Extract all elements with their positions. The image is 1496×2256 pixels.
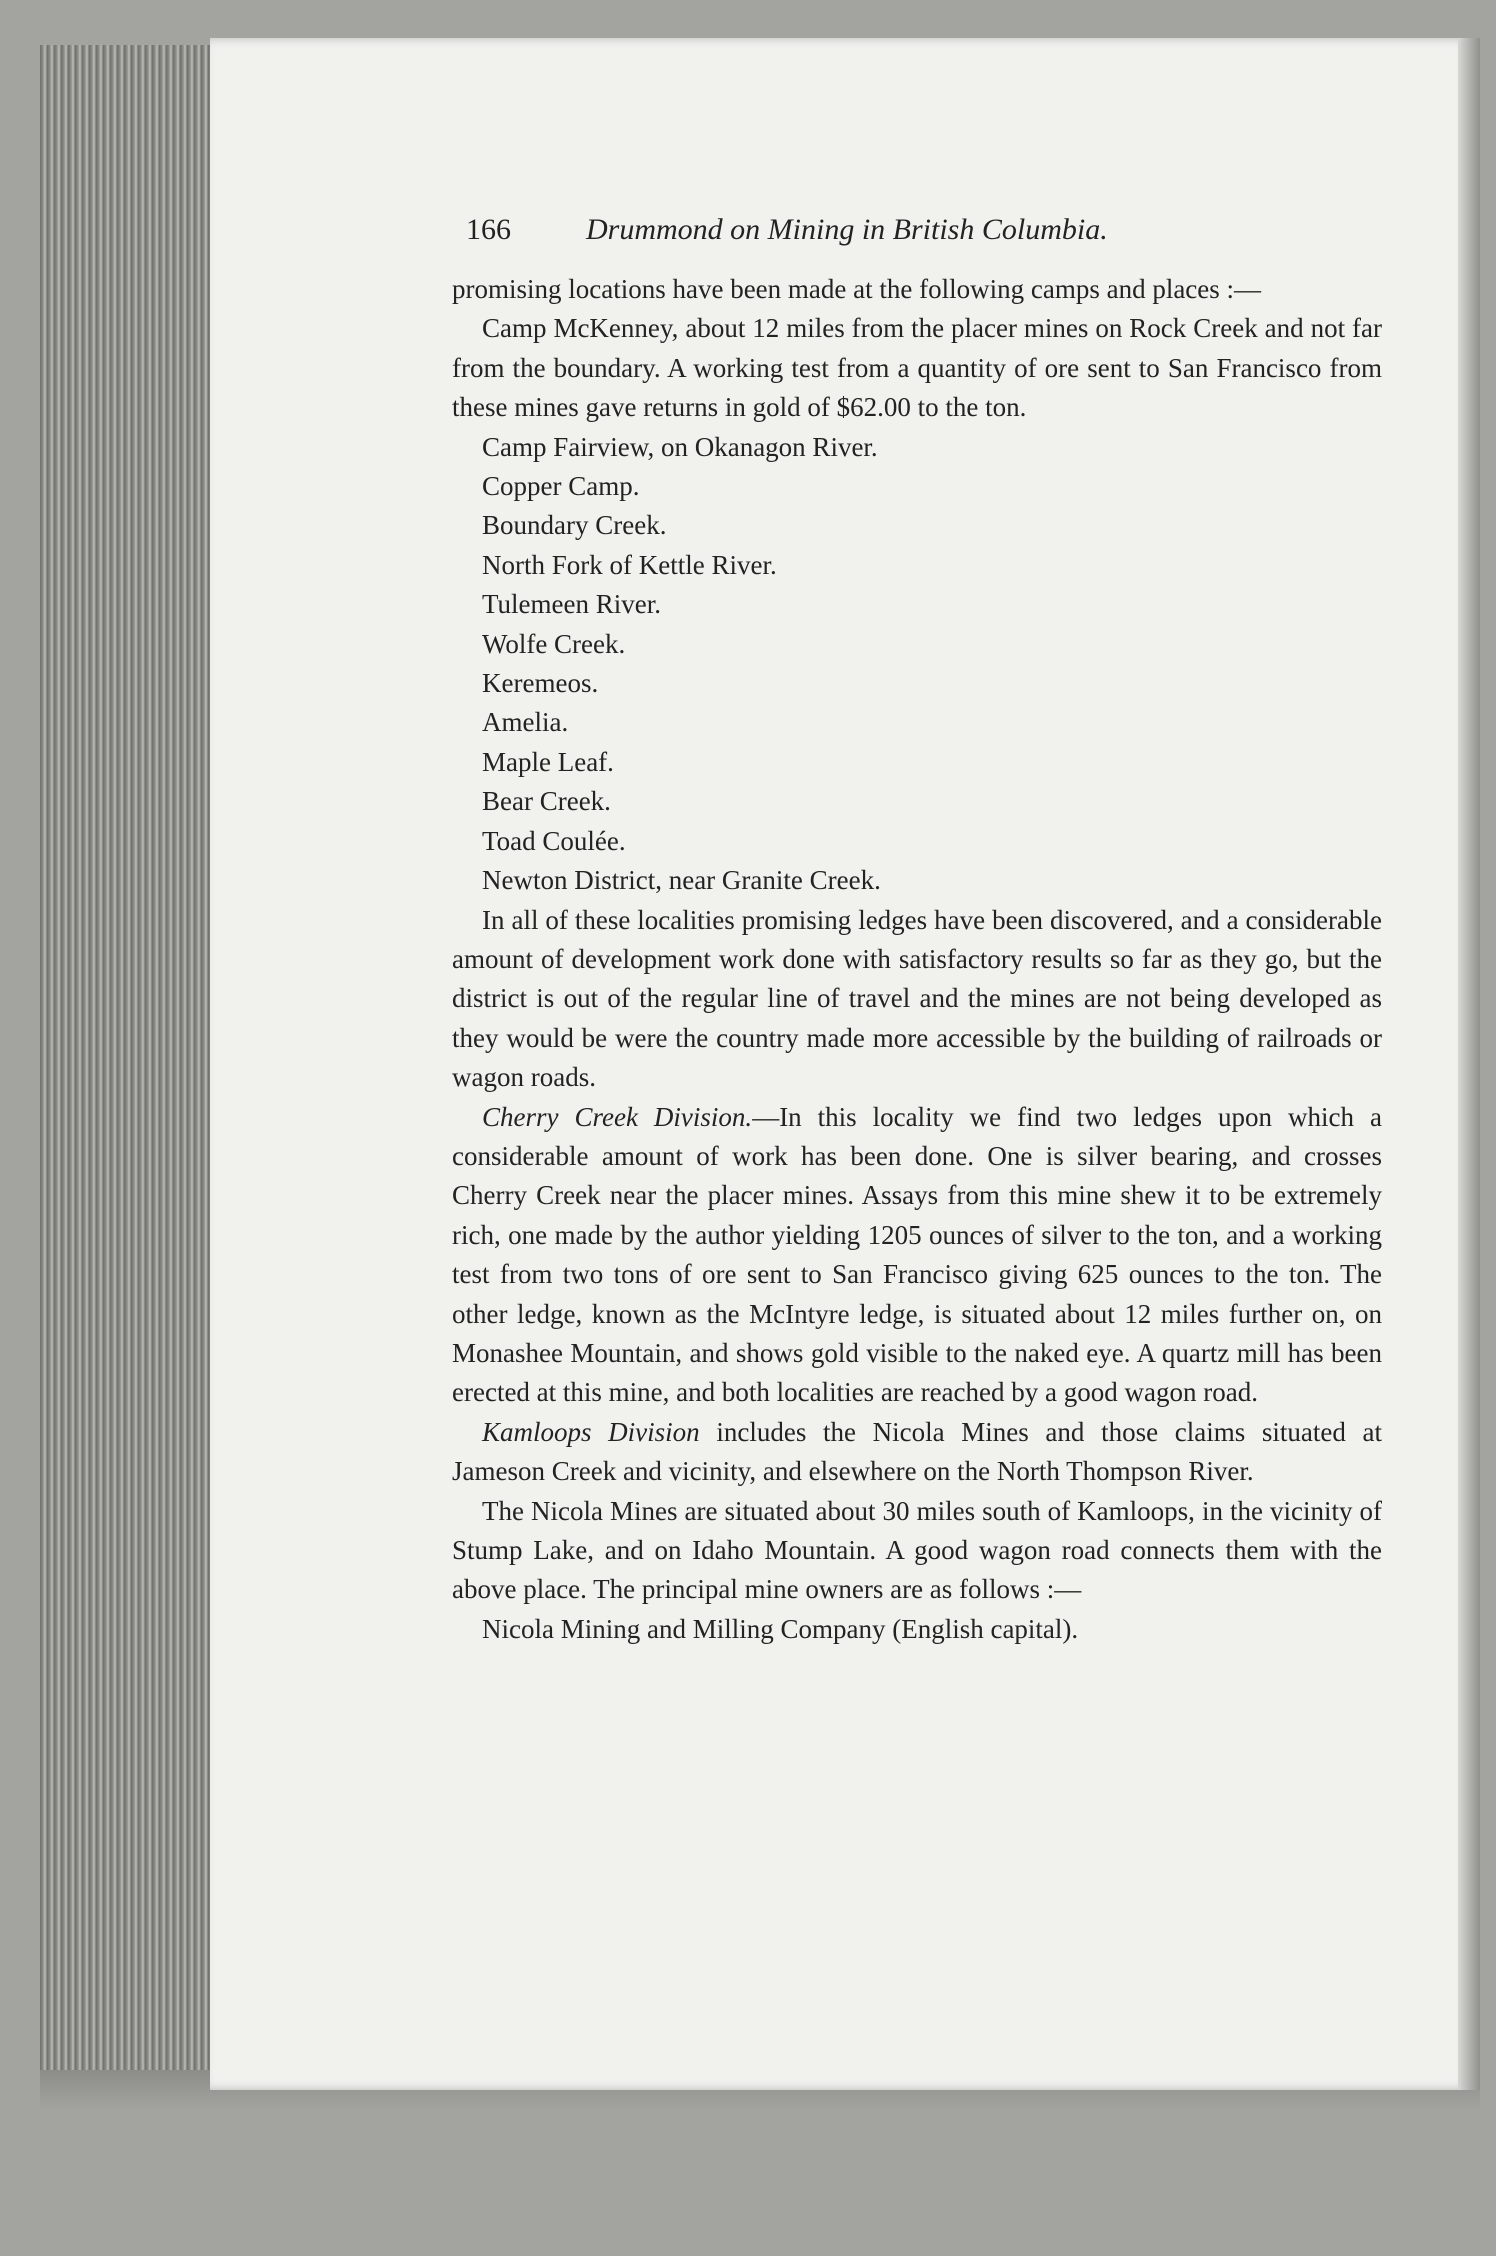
camp-mckenney-paragraph: Camp McKenney, about 12 miles from the placer mines on Rock Creek and not far from the boundary. A working test from a quantity of ore sent to San Francisco from these mines gave returns in gold of $62.00 to the ton. [452, 313, 1382, 423]
list-item: Toad Coulée. [482, 825, 626, 856]
kamloops-paragraph [452, 1413, 1382, 1492]
list-item: Wolfe Creek. [482, 628, 626, 659]
list-item: North Fork of Kettle River. [482, 549, 777, 580]
nicola-mines-paragraph: The Nicola Mines are situated about 30 miles south of Kamloops, in the vicinity of Stump Lake, and on Idaho Mountain. A good wagon road connects them with the above place. The principal mine owners are as follows :— [452, 1495, 1382, 1605]
list-item: Maple Leaf. [482, 746, 614, 777]
localities-list [452, 428, 1382, 901]
cherry-creek-text: —In this locality we find two ledges upon which a considerable amount of work has been done. One is silver bearing, and crosses Cherry Creek near the placer mines. Assays from this mine shew it to be extremely rich, one made by the author yielding 1205 ounces of silver to the ton, and a working test from two tons of ore sent to San Francisco giving 625 ounces to the ton. The other ledge, known as the McIntyre ledge, is situated about 12 miles further on, on Monashee Mountain, and shows gold visible to the naked eye. A quartz mill has been erected at this mine, and both localities are reached by a good wagon road. [452, 1101, 1382, 1408]
cherry-creek-paragraph [452, 1098, 1382, 1413]
list-item: Tulemeen River. [482, 589, 661, 620]
page-title: Drummond on Mining in British Columbia. [586, 213, 1108, 246]
page-text [452, 210, 1382, 1649]
list-item: Copper Camp. [482, 471, 640, 502]
intro-paragraph: promising locations have been made at the following camps and places :— [452, 274, 1262, 304]
list-item: Keremeos. [482, 668, 599, 699]
kamloops-heading: Kamloops Division [482, 1416, 700, 1447]
list-item: Newton District, near Granite Creek. [482, 865, 881, 896]
list-item: Boundary Creek. [482, 510, 667, 541]
list-item: Bear Creek. [482, 786, 611, 817]
kamloops-text: includes the Nicola Mines and those claims situated at Jameson Creek and vicinity, and elsewhere on the North Thompson River. [452, 1416, 1383, 1487]
page-number: 166 [466, 213, 511, 246]
page-edges [40, 45, 220, 2085]
nicola-company-paragraph: Nicola Mining and Milling Company (English capital). [482, 1613, 1079, 1644]
localities-summary-paragraph: In all of these localities promising ledges have been discovered, and a considerable amount of development work done with satisfactory results so far as they go, but the district is out of the regular line of travel and the mines are not being developed as they would be were the country made more accessible by the building of railroads or wagon roads. [452, 904, 1382, 1093]
list-item: Camp Fairview, on Okanagon River. [482, 431, 878, 462]
cherry-creek-heading: Cherry Creek Division. [482, 1101, 753, 1132]
list-item: Amelia. [482, 707, 569, 738]
running-head [466, 210, 1382, 270]
page-right-edge [1458, 38, 1480, 2090]
